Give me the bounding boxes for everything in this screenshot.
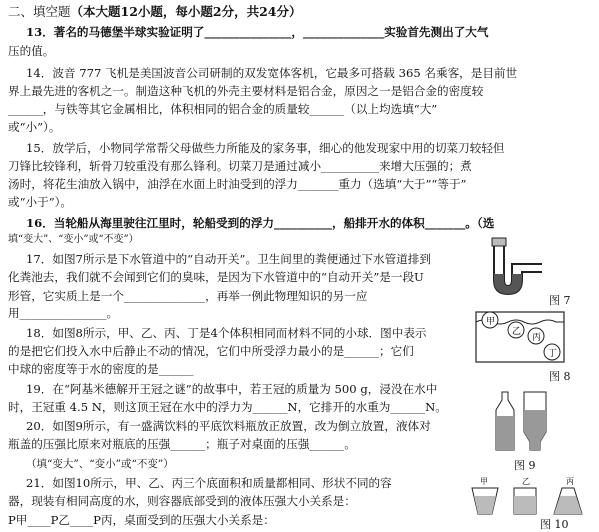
balls-in-water-diagram — [474, 308, 566, 366]
figure-7 — [486, 236, 546, 302]
figure-10-caption: 图 10 — [540, 518, 569, 531]
q14-line-4: 或“小”）。 — [8, 120, 61, 134]
q18-line-2: 的是把它们投入水中后静止不动的情况，它们中所受浮力最小的是______；它们 — [8, 344, 414, 358]
q17-line-4: 用_______________。 — [8, 306, 119, 320]
q15-line-2: 刀锋比较锋利，斩骨刀较重没有那么锋利。切菜刀是通过减小__________来增大压强的；煮 — [8, 159, 472, 173]
ball-yi — [508, 322, 524, 338]
figure-10 — [470, 474, 596, 518]
svg-text:丁: 丁 — [548, 349, 558, 359]
q14-line-3: ______，与铁等其它金属相比，体积相同的铝合金的质量较______（以上均选填“大” — [8, 102, 438, 116]
container-bing — [554, 488, 582, 514]
q20-line-2: 瓶盖的压强比原来对瓶底的压强______；瓶子对桌面的压强______。 — [8, 437, 356, 451]
q21-line-2: 器，现装有相同高度的水，则容器底部受到的液体压强大小关系是： — [8, 494, 356, 508]
q16-line-2: 填“变大”、“变小”或“不变”） — [8, 234, 139, 245]
svg-text:乙: 乙 — [512, 327, 522, 337]
q15-line-3: 汤时，将花生油放入锅中，油浮在水面上时油受到的浮力_______重力（选填“大于”“等于” — [8, 177, 467, 191]
q13-line-2: 压的值。 — [8, 44, 55, 58]
q18-line-1: 18．如图8所示，甲、乙、丙、丁是4个体积相同而材料不同的小球．图中表示 — [26, 326, 427, 340]
bottle-inverted — [524, 392, 546, 450]
q13-line-1: 13．著名的马德堡半球实验证明了_______________，______________实验首先测出了大气 — [26, 25, 489, 39]
q20-line-3: （填“变大”、“变小”或“不变”） — [26, 458, 174, 470]
container-bing-label: 丙 — [566, 477, 574, 486]
figure-8-caption: 图 8 — [549, 370, 571, 383]
q19-line-1: 19．在“阿基米德解开王冠之谜”的故事中，若王冠的质量为 500 g，浸没在水中 — [26, 382, 438, 396]
q20-line-1: 20．如图9所示，有一盛满饮料的平底饮料瓶放正放置，改为倒立放置，液体对 — [26, 419, 431, 433]
q21-line-3: P甲____P乙____P丙，桌面受到的压强大小关系是： — [8, 513, 275, 527]
bottles-diagram — [494, 386, 550, 454]
q15-line-1: 15．放学后，小物同学常帮父母做些力所能及的家务事，细心的他发现家中用的切菜刀较轻但 — [26, 141, 505, 155]
container-jia-label: 甲 — [480, 477, 488, 486]
q19-line-2: 时，王冠重 4.5 N，则这顶王冠在水中的浮力为______N，它排开的水重为______N。 — [8, 400, 447, 414]
section-note: （本大题12小题，每小题2分，共24分） — [70, 4, 302, 19]
svg-text:丙: 丙 — [532, 333, 542, 343]
q15-line-4: 或“小于”）。 — [8, 195, 73, 209]
bottle-upright — [496, 392, 514, 450]
ball-jia — [482, 312, 498, 328]
q14-line-1: 14．波音 777 飞机是美国波音公司研制的双发宽体客机，它最多可搭载 365 名乘客，是目前世 — [26, 66, 518, 80]
section-header — [8, 5, 302, 19]
containers-diagram — [470, 474, 596, 518]
container-yi — [514, 488, 536, 514]
figure-8 — [474, 308, 566, 366]
q14-line-2: 界上最先进的客机之一。制造这种飞机的外壳主要材料是铝合金，原因之一是铝合金的密度较 — [8, 84, 484, 98]
container-jia — [472, 488, 498, 514]
container-yi-label: 乙 — [522, 477, 530, 486]
q16-line-1: 16．当轮船从海里驶往江里时，轮船受到的浮力__________，船排开水的体积_______。（选 — [26, 216, 495, 230]
q21-line-1: 21．如图10所示，甲、乙、丙三个底面积和质量都相同、形状不同的容 — [26, 476, 392, 490]
ball-bing — [528, 328, 544, 344]
section-title: 二、填空题 — [8, 4, 71, 19]
figure-9-caption: 图 9 — [514, 459, 536, 472]
ball-ding — [544, 344, 560, 360]
q17-line-2: 化粪池去，我们就不会闻到它们的臭味，是因为下水管道中的“自动开关”是一段U — [8, 270, 424, 284]
figure-9 — [494, 386, 550, 454]
u-trap-diagram — [486, 236, 546, 302]
svg-text:甲: 甲 — [486, 317, 496, 327]
q17-line-1: 17．如图7所示是下水管道中的“自动开关”。卫生间里的粪便通过下水管道排到 — [26, 252, 431, 266]
figure-7-caption: 图 7 — [549, 294, 571, 307]
q18-line-3: 中球的密度等于水的密度的是______ — [8, 362, 194, 376]
q17-line-3: 形管，它实质上是一个______________，再举一例此物理知识的另一应 — [8, 289, 368, 303]
